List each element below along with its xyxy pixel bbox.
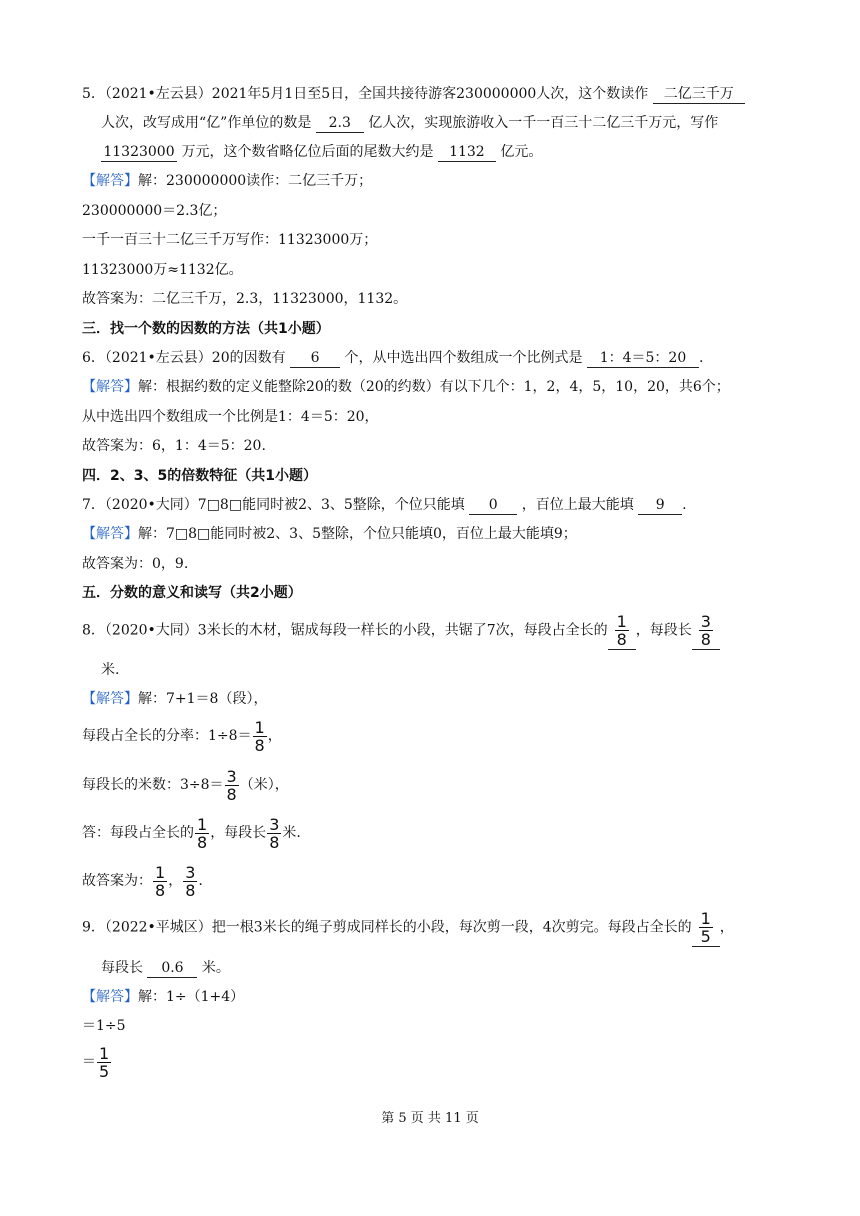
q5-line3-suffix: 亿元。 (500, 144, 543, 160)
fraction (699, 613, 713, 648)
jieda-tag: 【解答】 (82, 526, 138, 542)
q9-line2 (101, 958, 230, 978)
section3-heading: 三．找一个数的因数的方法（共1小题） (82, 321, 330, 337)
q8-sol5 (82, 862, 203, 900)
denominator: 8 (226, 784, 237, 804)
numerator: 1 (254, 717, 265, 737)
q5-sol4: 11323000万≈1132亿。 (82, 262, 243, 278)
q6-text: 6．（2021•左云县）20的因数有 (82, 350, 286, 366)
denominator: 8 (254, 735, 265, 755)
q6-suffix: . (698, 350, 704, 366)
q8-solution-line1 (82, 689, 267, 709)
numerator: 3 (185, 862, 196, 882)
q5-answer-reading: 二亿三千万 (653, 85, 745, 104)
denominator: 5 (700, 926, 711, 946)
q5-sol5: 故答案为：二亿三千万，2.3，11323000，1132。 (82, 291, 408, 307)
q7-answer-ones: 0 (469, 496, 517, 515)
q8-sol4 (82, 814, 301, 852)
q5-line3-text: 万元，这个数省略亿位后面的尾数大约是 (181, 144, 434, 160)
q7-solution-line1 (82, 524, 577, 544)
numerator: 3 (700, 611, 711, 631)
fraction (699, 910, 713, 945)
q9-line1 (82, 908, 734, 947)
q7-sol2: 故答案为：0，9. (82, 556, 189, 572)
q5-line1-text: 5．（2021•左云县）2021年5月1日至5日，全国共接待游客230000000人次，这个数读作 (82, 86, 649, 102)
fraction (97, 1045, 111, 1080)
q5-answer-approx: 1132 (438, 143, 496, 162)
q8-middle: ，每段长 (635, 622, 692, 639)
jieda-tag: 【解答】 (82, 173, 138, 189)
numerator: 1 (700, 908, 711, 928)
q6-sol3: 故答案为：6，1：4＝5：20. (82, 438, 266, 454)
q9-line2-text: 每段长 (101, 960, 143, 976)
jieda-tag: 【解答】 (82, 379, 138, 395)
q8-sol1: 解：7+1＝8（段）， (138, 691, 268, 707)
q5-sol2: 230000000＝2.3亿； (82, 203, 227, 219)
q8-text: 8．（2020•大同）3米长的木材，锯成每段一样长的小段，共锯了7次，每段占全长的 (82, 622, 608, 639)
q6-middle: 个，从中选出四个数组成一个比例式是 (344, 350, 583, 366)
denominator: 8 (185, 880, 196, 900)
q5-sol1: 解：230000000读作：二亿三千万； (138, 173, 373, 189)
q9-solution-line1 (82, 987, 244, 1007)
q6-line1 (82, 348, 703, 368)
denominator: 8 (269, 832, 280, 852)
q9-text: 9．（2022•平城区）把一根3米长的绳子剪成同样长的小段，每次剪一段，4次剪完。每段占全长的 (82, 919, 692, 936)
section4-heading: 四．2、3、5的倍数特征（共1小题） (82, 468, 317, 484)
q8-sol3-suffix: （米）， (239, 777, 289, 793)
numerator: 1 (155, 862, 166, 882)
q9-line2-suffix: 米。 (201, 960, 230, 976)
fraction (195, 816, 209, 851)
q9-sol2: ＝1÷5 (82, 1018, 126, 1034)
q6-answer-count: 6 (290, 349, 340, 368)
q9-sol3 (82, 1043, 112, 1081)
q5-line1 (82, 84, 745, 104)
numerator: 1 (197, 814, 208, 834)
fraction (267, 816, 281, 851)
q5-line3 (101, 142, 542, 162)
q9-suffix: ， (719, 919, 734, 936)
q7-answer-hundreds: 9 (638, 496, 682, 515)
denominator: 5 (99, 1061, 110, 1081)
q7-middle: ，百位上最大能填 (521, 497, 634, 513)
q9-answer-fraction (692, 908, 720, 947)
q8-sol3-text: 每段长的米数：3÷8＝ (82, 777, 224, 793)
fraction (183, 864, 197, 899)
q8-sol2-text: 每段占全长的分率：1÷8＝ (82, 728, 252, 744)
fraction (225, 768, 239, 803)
numerator: 1 (616, 611, 627, 631)
q8-sol3 (82, 766, 289, 804)
q5-answer-wan: 11323000 (101, 143, 177, 162)
denominator: 8 (197, 832, 208, 852)
fraction (615, 613, 629, 648)
jieda-tag: 【解答】 (82, 989, 138, 1005)
page-footer: 第 5 页 共 11 页 (381, 1111, 479, 1126)
q6-sol1: 解：根据约数的定义能整除20的数（20的约数）有以下几个：1，2，4，5，10，20，共6个； (138, 379, 730, 395)
q5-line2-suffix: 亿人次，实现旅游收入一千一百三十二亿三千万元，写作 (368, 115, 719, 131)
q8-sol2-suffix: ， (267, 728, 282, 744)
q6-answer-proportion: 1：4＝5：20 (587, 349, 699, 368)
denominator: 8 (155, 880, 166, 900)
q7-suffix: . (682, 497, 687, 513)
q7-line1 (82, 495, 687, 515)
denominator: 8 (700, 629, 711, 649)
numerator: 1 (99, 1043, 110, 1063)
numerator: 3 (269, 814, 280, 834)
q9-sol1: 解：1÷（1+4） (138, 989, 245, 1005)
jieda-tag: 【解答】 (82, 691, 138, 707)
q8-sol2 (82, 717, 282, 755)
fraction (153, 864, 167, 899)
q8-sol5-suffix: . (198, 873, 203, 889)
q6-solution-line1 (82, 377, 730, 397)
numerator: 3 (226, 766, 237, 786)
q8-line2: 米. (101, 662, 120, 678)
q5-sol3: 一千一百三十二亿三千万写作：11323000万； (82, 232, 378, 248)
q9-answer-length: 0.6 (147, 959, 197, 978)
q7-sol1: 解：7□8□能同时被2、3、5整除，个位只能填0，百位上最大能填9； (138, 526, 577, 542)
fraction (253, 719, 267, 754)
q8-sol4-suffix: 米. (282, 825, 301, 841)
q8-sol4-middle: ，每段长 (210, 825, 267, 841)
q7-text: 7．（2020•大同）7□8□能同时被2、3、5整除，个位只能填 (82, 497, 465, 513)
q8-answer-fraction-share (608, 611, 636, 650)
q8-answer-fraction-length (692, 611, 720, 650)
q5-solution-line1 (82, 171, 372, 191)
q5-line2-text: 人次，改写成用“亿”作单位的数是 (101, 115, 312, 131)
q8-sol5-text: 故答案为： (82, 873, 152, 889)
q8-sol5-sep: ， (168, 873, 183, 889)
section5-heading: 五．分数的意义和读写（共2小题） (82, 585, 302, 601)
denominator: 8 (616, 629, 627, 649)
q6-sol2: 从中选出四个数组成一个比例是1：4＝5：20， (82, 409, 379, 425)
q5-line2 (101, 113, 718, 133)
q8-line1 (82, 611, 720, 650)
q5-answer-yi: 2.3 (316, 114, 364, 133)
q8-sol4-text: 答：每段占全长的 (82, 825, 194, 841)
q9-sol3-text: ＝ (82, 1054, 96, 1070)
